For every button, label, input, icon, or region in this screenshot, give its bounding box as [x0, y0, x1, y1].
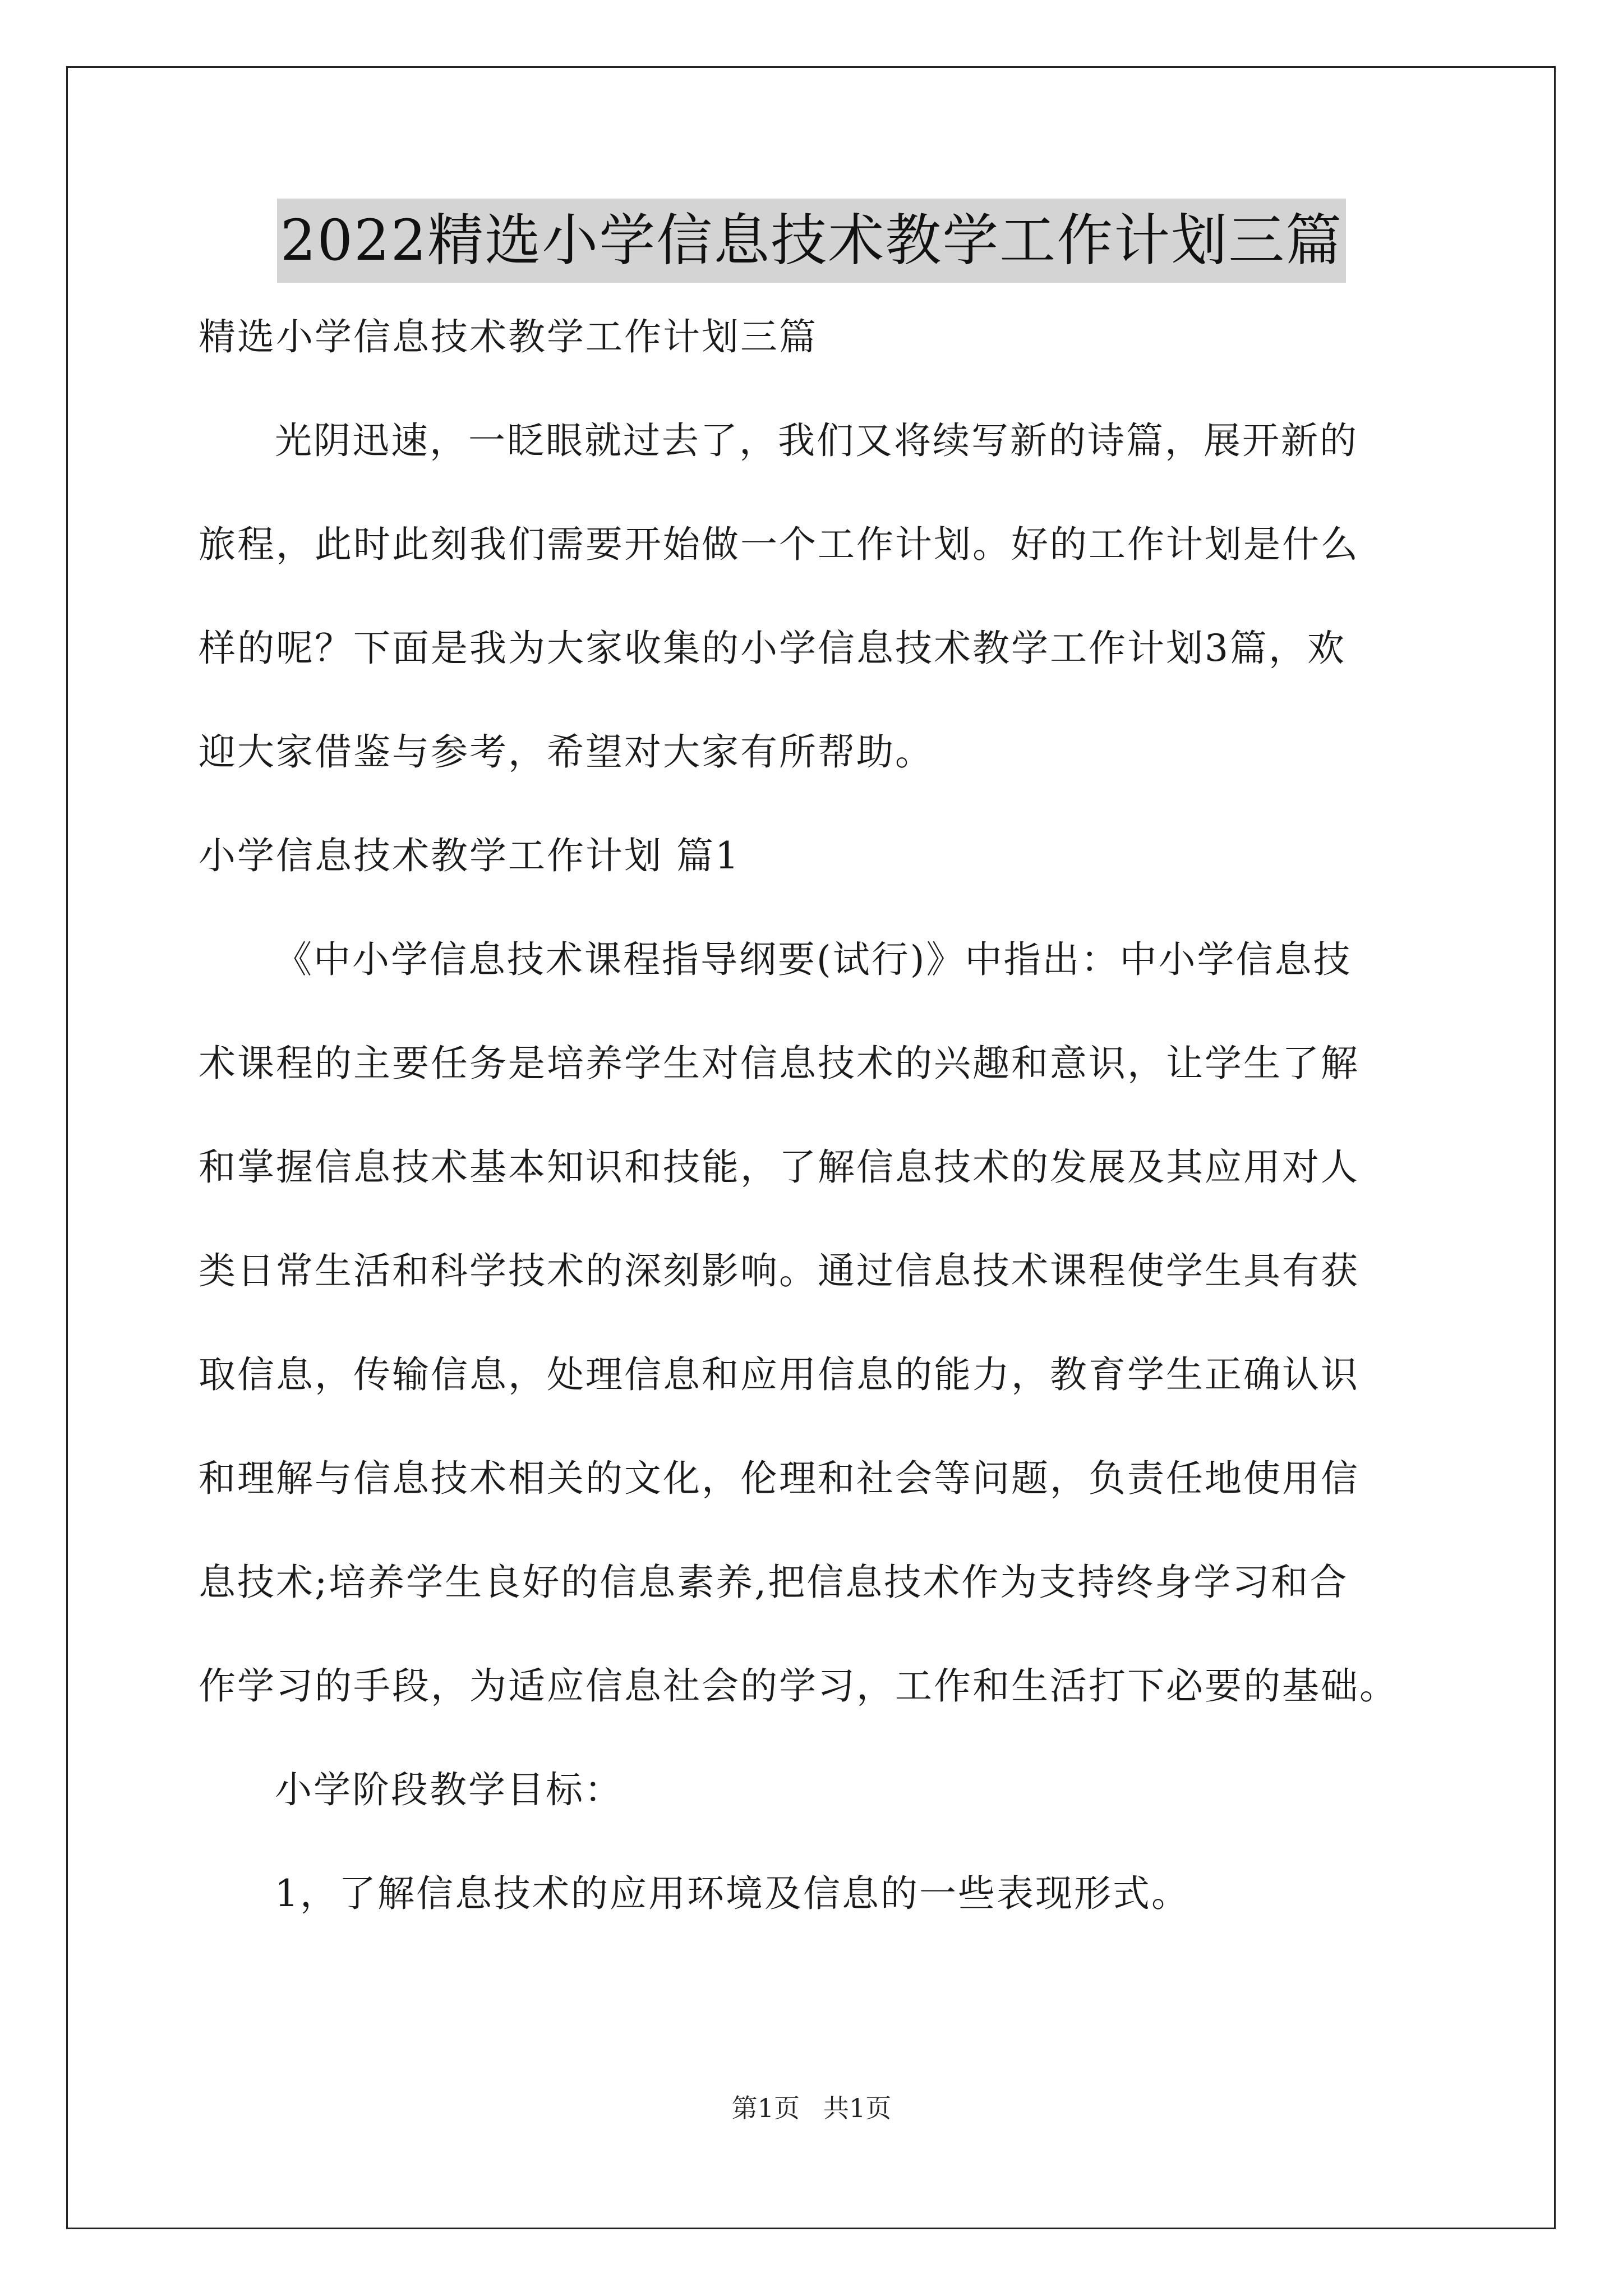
body-line-1: 《中小学信息技术课程指导纲要(试行)》中指出：中小学信息技: [275, 938, 1352, 981]
intro-line-3: 样的呢？下面是我为大家收集的小学信息技术教学工作计划3篇，欢: [199, 627, 1346, 670]
subtitle-line: 精选小学信息技术教学工作计划三篇: [199, 315, 818, 358]
page-footer: [0, 2091, 1623, 2125]
section-heading: 小学信息技术教学工作计划 篇1: [199, 834, 740, 877]
intro-line-4: 迎大家借鉴与参考，希望对大家有所帮助。: [199, 730, 934, 774]
body-line-6: 和理解与信息技术相关的文化，伦理和社会等问题，负责任地使用信: [199, 1457, 1359, 1500]
body-line-3: 和掌握信息技术基本知识和技能，了解信息技术的发展及其应用对人: [199, 1145, 1359, 1189]
body-line-4: 类日常生活和科学技术的深刻影响。通过信息技术课程使学生具有获: [199, 1249, 1359, 1292]
title-container: [0, 199, 1623, 283]
document-body: [199, 314, 1432, 1975]
goal-item-1: 1，了解信息技术的应用环境及信息的一些表现形式。: [275, 1872, 1190, 1915]
intro-line-1: 光阴迅速，一眨眼就过去了，我们又将续写新的诗篇，展开新的: [275, 419, 1358, 462]
body-line-7: 息技术;培养学生良好的信息素养,把信息技术作为支持终身学习和合: [199, 1561, 1349, 1604]
page-number: 第1页: [731, 2093, 800, 2123]
intro-line-2: 旅程，此时此刻我们需要开始做一个工作计划。好的工作计划是什么: [199, 523, 1359, 566]
document-title: 2022精选小学信息技术教学工作计划三篇: [277, 199, 1347, 283]
page-total: 共1页: [823, 2093, 892, 2123]
goals-heading: 小学阶段教学目标：: [275, 1768, 623, 1811]
body-line-5: 取信息，传输信息，处理信息和应用信息的能力，教育学生正确认识: [199, 1353, 1359, 1396]
body-line-2: 术课程的主要任务是培养学生对信息技术的兴趣和意识，让学生了解: [199, 1042, 1359, 1085]
body-line-8: 作学习的手段，为适应信息社会的学习，工作和生活打下必要的基础。: [199, 1664, 1398, 1708]
